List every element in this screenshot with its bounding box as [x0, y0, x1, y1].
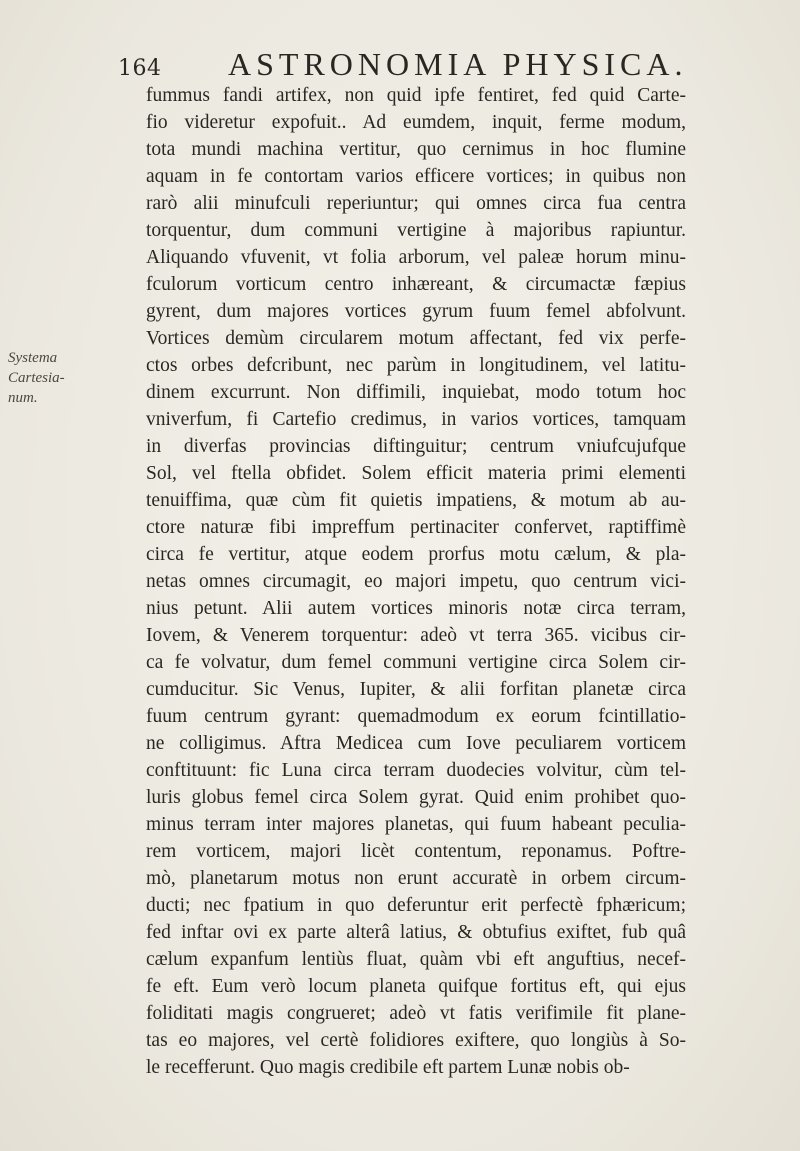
margin-note-line: Cartesia- [8, 370, 65, 386]
text-line: luris globus femel circa Solem gyrat. Quid enim prohibet quo- [146, 787, 686, 808]
text-line: conftituunt: fic Luna circa terram duodecies volvitur, cùm tel- [146, 760, 686, 781]
text-line: Sol, vel ftella obfidet. Solem efficit materia primi elementi [146, 463, 686, 484]
page-header [118, 46, 688, 86]
text-line: fio videretur expofuit.. Ad eumdem, inquit, ferme modum, [146, 112, 686, 133]
text-line: dinem excurrunt. Non diffimili, inquiebat, modo totum hoc [146, 382, 686, 403]
body-text [146, 82, 686, 1081]
text-line: ducti; nec fpatium in quo deferuntur erit perfectè fphæricum; [146, 895, 686, 916]
text-line: minus terram inter majores planetas, qui fuum habeant peculia- [146, 814, 686, 835]
text-line: fe eft. Eum verò locum planeta quifque fortitus eft, qui ejus [146, 976, 686, 997]
text-line: aquam in fe contortam varios efficere vortices; in quibus non [146, 166, 686, 187]
running-title: ASTRONOMIA PHYSICA. [228, 46, 688, 82]
text-line: tas eo majores, vel certè folidiores exiftere, quo longiùs à So- [146, 1030, 686, 1051]
text-line: gyrent, dum majores vortices gyrum fuum femel abfolvunt. [146, 301, 686, 322]
text-line: rem vorticem, majori licèt contentum, reponamus. Poftre- [146, 841, 686, 862]
text-line: vniverfum, fi Cartefio credimus, in varios vortices, tamquam [146, 409, 686, 430]
margin-note [8, 348, 98, 408]
text-line: ctore naturæ fibi impreffum pertinaciter confervet, raptiffimè [146, 517, 686, 538]
text-line: torquentur, dum communi vertigine à majoribus rapiuntur. [146, 220, 686, 241]
text-line: tota mundi machina vertitur, quo cernimus in hoc flumine [146, 139, 686, 160]
text-line: Vortices demùm circularem motum affectant, fed vix perfe- [146, 328, 686, 349]
text-line: fuum centrum gyrant: quemadmodum ex eorum fcintillatio- [146, 706, 686, 727]
text-line: tenuiffima, quæ cùm fit quietis impatiens, & motum ab au- [146, 490, 686, 511]
text-line: fed inftar ovi ex parte alterâ latius, & obtufius exiftet, fub quâ [146, 922, 686, 943]
text-line: le recefferunt. Quo magis credibile eft partem Lunæ nobis ob- [146, 1057, 630, 1078]
text-line: netas omnes circumagit, eo majori impetu, quo centrum vici- [146, 571, 686, 592]
page-number: 164 [118, 56, 162, 81]
text-line: Iovem, & Venerem torquentur: adeò vt terra 365. vicibus cir- [146, 625, 686, 646]
text-line: cælum expanfum lentiùs fluat, quàm vbi eft anguftius, necef- [146, 949, 686, 970]
text-line: rarò alii minufculi reperiuntur; qui omnes circa fua centra [146, 193, 686, 214]
margin-note-line: num. [8, 390, 38, 406]
text-line: ne colligimus. Aftra Medicea cum Iove peculiarem vorticem [146, 733, 686, 754]
text-line: ctos orbes defcribunt, nec parùm in longitudinem, vel latitu- [146, 355, 686, 376]
text-line: ca fe volvatur, dum femel communi vertigine circa Solem cir- [146, 652, 686, 673]
text-line: circa fe vertitur, atque eodem prorfus motu cælum, & pla- [146, 544, 686, 565]
text-line: foliditati magis congrueret; adeò vt fatis verifimile fit plane- [146, 1003, 686, 1024]
text-line: Aliquando vfuvenit, vt folia arborum, vel paleæ horum minu- [146, 247, 686, 268]
margin-note-line: Systema [8, 350, 58, 366]
text-line: in diverfas provincias diftinguitur; centrum vniufcujufque [146, 436, 686, 457]
text-line: mò, planetarum motus non erunt accuratè in orbem circum- [146, 868, 686, 889]
text-line: fummus fandi artifex, non quid ipfe fentiret, fed quid Carte- [146, 85, 686, 106]
text-line: cumducitur. Sic Venus, Iupiter, & alii forfitan planetæ circa [146, 679, 686, 700]
text-line: fculorum vorticum centro inhæreant, & circumactæ fæpius [146, 274, 686, 295]
text-line: nius petunt. Alii autem vortices minoris notæ circa terram, [146, 598, 686, 619]
